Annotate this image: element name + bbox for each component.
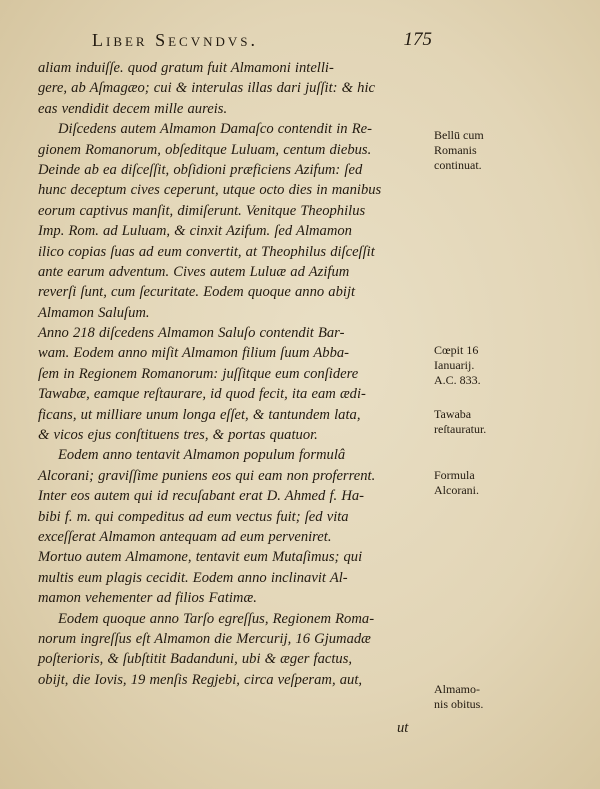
text-line: Tawabæ, eamque reſtaurare, id quod fecit, ita eam ædi-	[38, 386, 366, 403]
text-line: ilico copias ſuas ad eum convertit, at Theophilus diſceſſit	[38, 243, 375, 260]
margin-note	[434, 128, 534, 173]
text-line: exceſſerat Almamon antequam ad eum perveniret.	[38, 528, 332, 545]
margin-note-line: nis obitus.	[434, 697, 484, 711]
margin-note	[434, 682, 534, 712]
text-line: Deinde ab ea diſceſſit, obſidioni præficiens Azifum: ſed	[38, 161, 363, 178]
margin-note	[434, 343, 534, 388]
text-line: reverſi ſunt, cum ſecuritate. Eodem quoque anno abijt	[38, 284, 356, 301]
margin-note-line: Bellū cum	[434, 128, 484, 142]
text-line: ſem in Regionem Romanorum: juſſitque eum conſidere	[38, 365, 359, 382]
text-line: Eodem quoque anno Tarſo egreſſus, Regionem Roma-	[58, 610, 375, 627]
text-line: Eodem anno tentavit Almamon populum formulâ	[58, 447, 346, 464]
text-line: Inter eos autem qui id recuſabant erat D. Ahmed f. Ha-	[38, 488, 365, 505]
text-line: eas vendidit decem mille aureis.	[38, 100, 228, 117]
text-line: & vicos ejus conſtituens tres, & portas quatuor.	[38, 427, 318, 444]
margin-note-line: Alcorani.	[434, 483, 479, 497]
text-line: multis eum plagis cecidit. Eodem anno inclinavit Al-	[38, 569, 348, 586]
margin-note-line: Tawaba	[434, 407, 472, 421]
margin-note-line: A.C. 833.	[434, 373, 481, 387]
text-line: Alcorani; graviſſime puniens eos qui eam non proferrent.	[38, 467, 376, 484]
text-line: gionem Romanorum, obſeditque Luluam, centum diebus.	[38, 141, 372, 158]
text-line: Mortuo autem Almamone, tentavit eum Mutaſimus; qui	[38, 549, 363, 566]
page-header	[92, 30, 432, 52]
text-line: wam. Eodem anno miſit Almamon filium ſuum Abba-	[38, 345, 350, 362]
margin-note-line: Almamo-	[434, 682, 480, 696]
text-line: Almamon Saluſum.	[38, 304, 150, 321]
text-line: Imp. Rom. ad Luluam, & cinxit Azifum. ſed Almamon	[38, 223, 352, 240]
text-line: ficans, ut milliare unum longa eſſet, & tantundem lata,	[38, 406, 361, 423]
text-line: hunc deceptum cives ceperunt, utque octo dies in manibus	[38, 182, 382, 199]
catchword: ut	[397, 720, 409, 736]
text-line: mamon vehementer ad filios Fatimæ.	[38, 590, 257, 607]
margin-note-line: Formula	[434, 468, 475, 482]
text-line: Anno 218 diſcedens Almamon Saluſo contendit Bar-	[38, 325, 345, 342]
text-line: ante earum adventum. Cives autem Luluæ ad Azifum	[38, 263, 350, 280]
text-line: gere, ab Aſmagæo; cui & interulas illas dari juſſit: & hic	[38, 80, 375, 97]
margin-note-line: Ianuarij.	[434, 358, 475, 372]
margin-note	[434, 468, 534, 498]
margin-note-line: Cœpit 16	[434, 343, 479, 357]
text-line: eorum captivus manſit, dimiſerunt. Venitque Theophilus	[38, 202, 366, 219]
text-line: aliam induiſſe. quod gratum fuit Almamoni intelli-	[38, 60, 334, 76]
margin-note-line: reſtauratur.	[434, 422, 487, 436]
margin-note-line: Romanis	[434, 143, 477, 157]
text-line: Diſcedens autem Almamon Damaſco contendit in Re-	[58, 121, 372, 138]
text-line: bibi f. m. qui compeditus ad eum vectus fuit; ſed vita	[38, 508, 349, 525]
main-text-column	[38, 58, 430, 690]
running-head: Liber Secvndvs.	[92, 30, 259, 50]
text-line: norum ingreſſus eſt Almamon die Mercurij, 16 Gjumadæ	[38, 630, 371, 647]
page-number: 175	[403, 29, 432, 50]
margin-note-line: continuat.	[434, 158, 482, 172]
margin-note	[434, 407, 534, 437]
text-line: poſterioris, & ſubſtitit Badanduni, ubi & æger factus,	[38, 651, 353, 668]
text-line: obijt, die Iovis, 19 menſis Regjebi, circa veſperam, aut,	[38, 671, 363, 688]
